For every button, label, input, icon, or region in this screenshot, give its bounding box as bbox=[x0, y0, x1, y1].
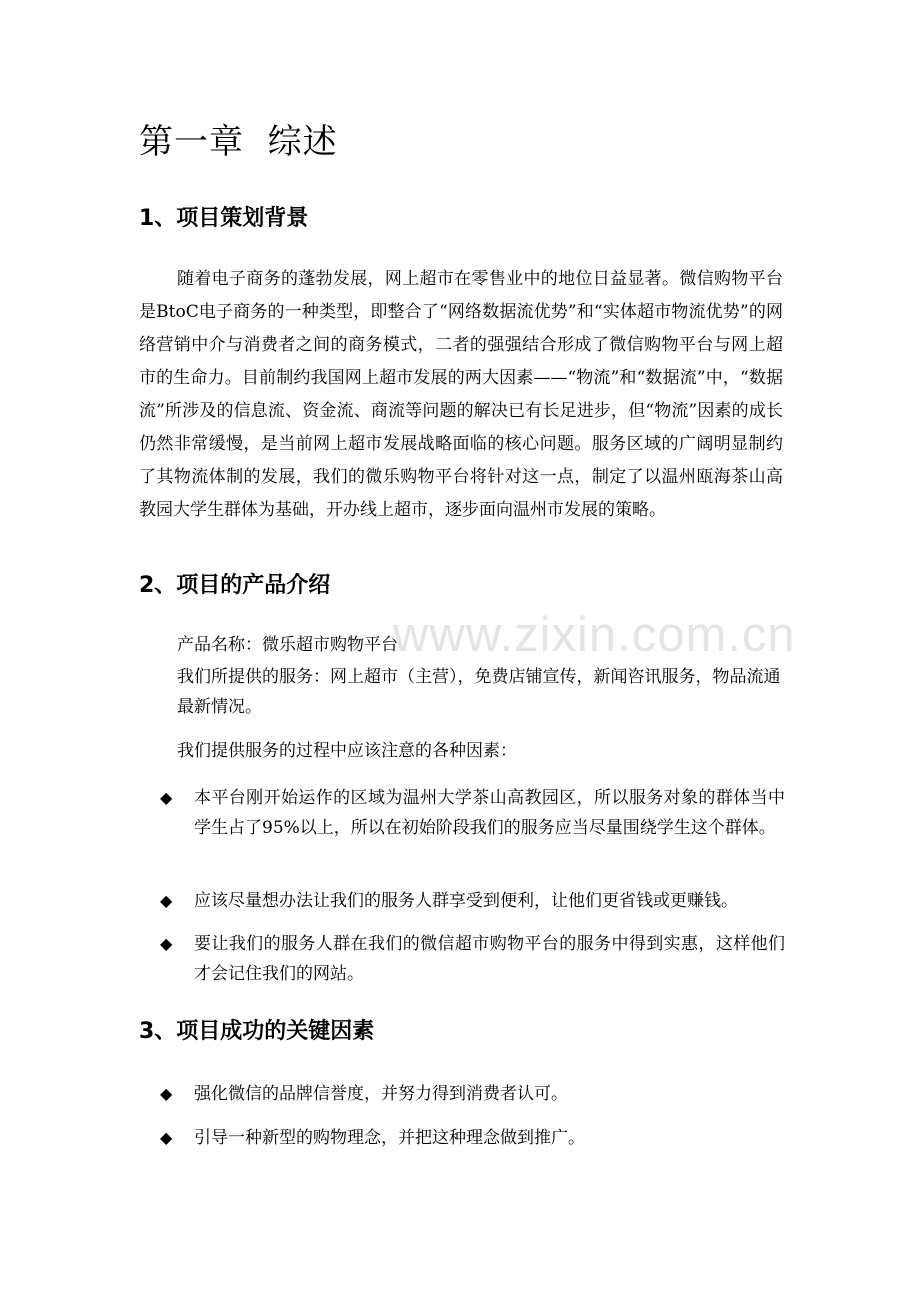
diamond-bullet-icon: ◆ bbox=[160, 934, 173, 953]
list-item bbox=[160, 929, 785, 989]
chapter-title: 第一章 综述 bbox=[139, 122, 338, 162]
factors-intro-line: 我们提供服务的过程中应该注意的各种因素： bbox=[177, 741, 517, 761]
diamond-bullet-icon: ◆ bbox=[160, 1128, 173, 1147]
background-paragraph: 随着电子商务的蓬勃发展，网上超市在零售业中的地位日益显著。微信购物平台是BtoC电子商务的一种类型，即整合了“网络数据流优势”和“实体超市物流优势”的网络营销中介与消费者之间的商务模式，二者的强强结合形成了微信购物平台与网上超市的生命力。目前制约我国网上超市发展的两大因素——“物流”和“数据流”中，“数据流”所涉及的信息流、资金流、商流等问题的解决已有长足进步，但“物流”因素的成长仍然非常缓慢，是当前网上超市发展战略面临的核心问题。服务区域的广阔明显制约了其物流体制的发展，我们的微乐购物平台将针对这一点，制定了以温州瓯海茶山高教园大学生群体为基础，开办线上超市，逐步面向温州市发展的策略。 bbox=[139, 269, 783, 520]
list-item bbox=[160, 1123, 785, 1153]
list-item-text: 强化微信的品牌信誉度，并努力得到消费者认可。 bbox=[194, 1084, 568, 1104]
list-item-text: 引导一种新型的购物理念，并把这种理念做到推广。 bbox=[194, 1128, 585, 1148]
list-item bbox=[160, 886, 785, 916]
list-item-text: 要让我们的服务人群在我们的微信超市购物平台的服务中得到实惠，这样他们才会记住我们的网站。 bbox=[194, 934, 785, 984]
services-line: 我们所提供的服务：网上超市（主营），免费店铺宣传，新闻咨讯服务，物品流通最新情况。 bbox=[177, 667, 781, 717]
section-heading-key-factors: 3、项目成功的关键因素 bbox=[139, 1019, 375, 1044]
list-item bbox=[160, 1079, 785, 1109]
diamond-bullet-icon: ◆ bbox=[160, 1084, 173, 1103]
product-name-line: 产品名称：微乐超市购物平台 bbox=[177, 635, 398, 655]
diamond-bullet-icon: ◆ bbox=[160, 788, 173, 807]
list-item-text: 本平台刚开始运作的区域为温州大学茶山高教园区，所以服务对象的群体当中学生占了95%以上，所以在初始阶段我们的服务应当尽量围绕学生这个群体。 bbox=[194, 788, 785, 838]
diamond-bullet-icon: ◆ bbox=[160, 891, 173, 910]
list-item bbox=[160, 783, 785, 843]
section-heading-background: 1、项目策划背景 bbox=[139, 206, 309, 231]
list-item-text: 应该尽量想办法让我们的服务人群享受到便利，让他们更省钱或更赚钱。 bbox=[194, 891, 738, 911]
section-heading-product-intro: 2、项目的产品介绍 bbox=[139, 573, 331, 598]
watermark: www.zixin.com.cn bbox=[393, 608, 796, 662]
